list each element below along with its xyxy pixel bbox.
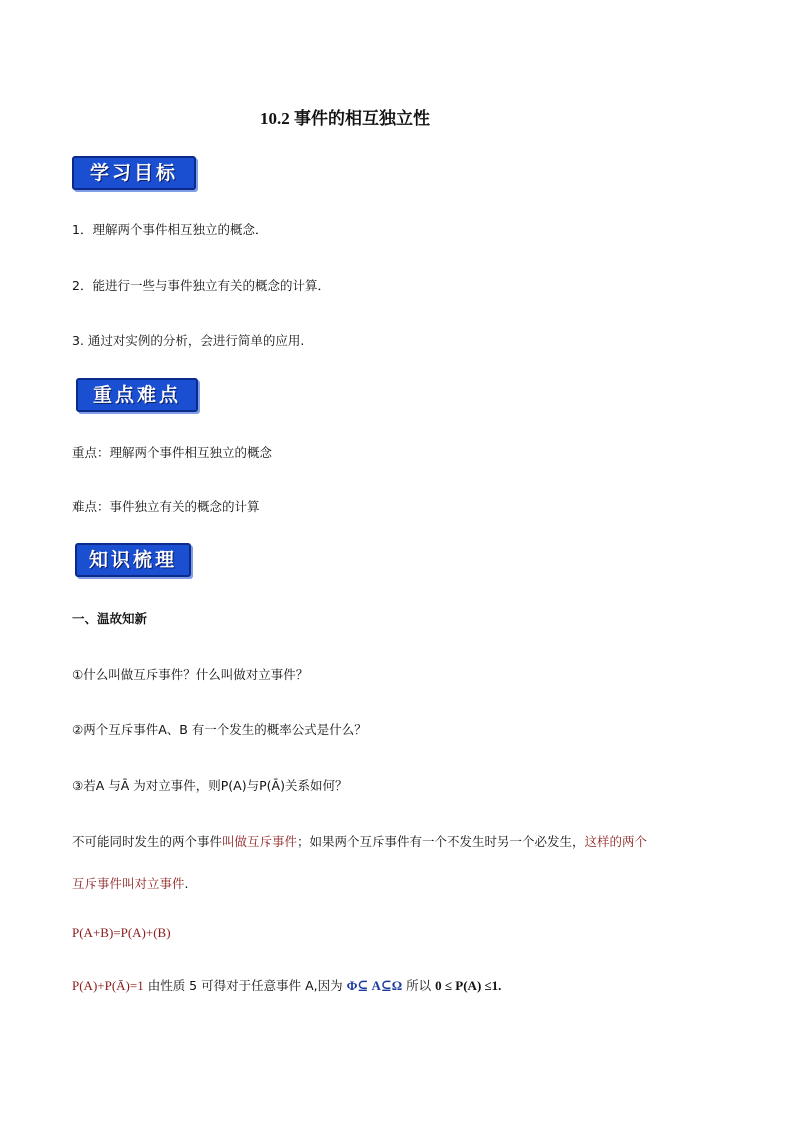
- badge-knowledge-review: 知识梳理: [75, 543, 191, 577]
- goal-2: 2．能进行一些与事件独立有关的概念的计算．: [72, 278, 330, 293]
- formula-mutually-exclusive: P(A+B)=P(A)+(B): [72, 925, 171, 940]
- section-heading-review: 一、温故知新: [72, 611, 148, 626]
- answer-paragraph-line-1: [72, 832, 647, 850]
- answer-text: 不可能同时发生的两个事件: [72, 834, 223, 849]
- answer-highlight: 这样的两个: [584, 834, 648, 849]
- formula-text: 由性质 5 可得对于任意事件 A,因为: [143, 978, 347, 993]
- answer-text: .: [184, 876, 189, 891]
- formula-set-inclusion: Φ⊆ A⊆Ω: [346, 978, 403, 993]
- question-2: ②两个互斥事件A、B 有一个发生的概率公式是什么？: [72, 722, 367, 737]
- question-1: ①什么叫做互斥事件？什么叫做对立事件？: [72, 667, 309, 682]
- answer-text: ；如果两个互斥事件有一个不发生时另一个必发生，: [297, 834, 585, 849]
- document-title: 10.2 事件的相互独立性: [260, 109, 430, 128]
- difficulty-point: 难点：事件独立有关的概念的计算: [72, 499, 260, 514]
- badge-key-points: 重点难点: [76, 378, 198, 412]
- goal-1: 1．理解两个事件相互独立的概念．: [72, 222, 268, 237]
- badge-learning-goals: 学习目标: [72, 156, 196, 190]
- formula-complement: P(A)+P(Ā)=1: [72, 978, 144, 993]
- answer-highlight: 叫做互斥事件: [222, 834, 298, 849]
- goal-3: 3. 通过对实例的分析，会进行简单的应用.: [72, 333, 305, 348]
- formula-complement-line: [72, 976, 501, 994]
- answer-paragraph-line-2: [72, 874, 189, 892]
- formula-text: 所以: [402, 978, 436, 993]
- formula-probability-bound: 0 ≤ P(A) ≤1.: [435, 978, 502, 993]
- focus-point: 重点：理解两个事件相互独立的概念: [72, 445, 273, 460]
- question-3: ③若A 与Ā 为对立事件，则P(A)与P(Ā)关系如何？: [72, 778, 348, 793]
- answer-highlight: 互斥事件叫对立事件: [72, 876, 185, 891]
